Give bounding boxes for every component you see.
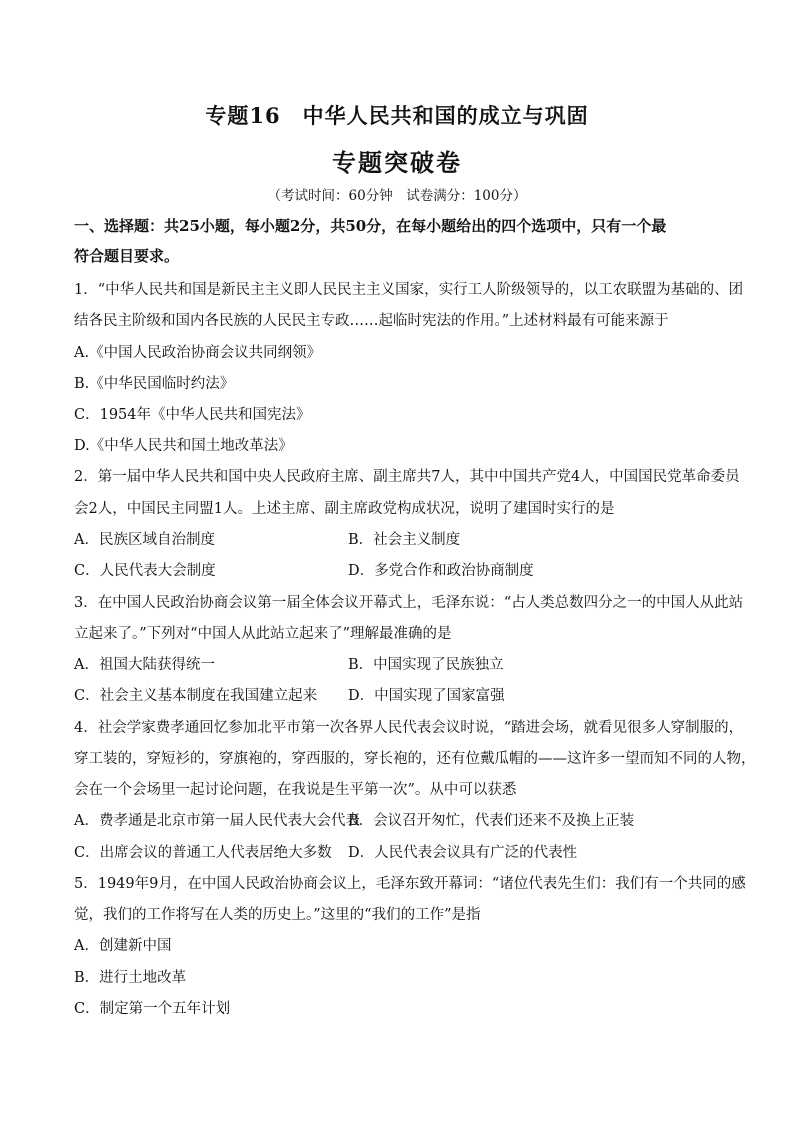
question-stem: 立起来了。”下列对“中国人从此站立起来了”理解最准确的是 xyxy=(74,626,452,642)
answer-option: C．制定第一个五年计划 xyxy=(74,1001,231,1017)
question-stem: 4．社会学家费孝通回忆参加北平市第一次各界人民代表会议时说，“踏进会场，就看见很多人穿制服的， xyxy=(74,720,744,736)
answer-option: C．社会主义基本制度在我国建立起来 xyxy=(74,688,318,704)
answer-option: B．会议召开匆忙，代表们还来不及换上正装 xyxy=(348,813,635,829)
question-stem: 2．第一届中华人民共和国中央人民政府主席、副主席共7人，其中中国共产党4人，中国国民党革命委员 xyxy=(74,469,740,485)
answer-option: A．创建新中国 xyxy=(74,938,172,954)
answer-option: D．多党合作和政治协商制度 xyxy=(348,563,534,579)
answer-option: A.《中国人民政治协商会议共同纲领》 xyxy=(74,345,322,361)
answer-option: C．出席会议的普通工人代表居绝大多数 xyxy=(74,845,332,861)
section-heading-cont: 符合题目要求。 xyxy=(74,247,180,265)
question-stem: 会2人，中国民主同盟1人。上述主席、副主席政党构成状况，说明了建国时实行的是 xyxy=(74,501,615,517)
exam-info: （考试时间：60分钟 试卷满分：100分） xyxy=(267,188,527,204)
question-stem: 觉，我们的工作将写在人类的历史上。”这里的“我们的工作”是指 xyxy=(74,907,481,923)
answer-option: C．1954年《中华人民共和国宪法》 xyxy=(74,407,311,423)
answer-option: A．费孝通是北京市第一届人民代表大会代表 xyxy=(74,813,360,829)
page-title: 专题16 中华人民共和国的成立与巩固 xyxy=(205,103,589,128)
answer-option: B．中国实现了民族独立 xyxy=(348,657,504,673)
answer-option: B．进行土地改革 xyxy=(74,970,187,986)
answer-option: D．人民代表会议具有广泛的代表性 xyxy=(348,845,578,861)
page-subtitle: 专题突破卷 xyxy=(332,148,462,177)
question-stem: 结各民主阶级和国内各民族的人民民主专政……起临时宪法的作用。”上述材料最有可能来源于 xyxy=(74,313,669,329)
answer-option: D．中国实现了国家富强 xyxy=(348,688,505,704)
answer-option: A．祖国大陆获得统一 xyxy=(74,657,215,673)
answer-option: B.《中华民国临时约法》 xyxy=(74,376,235,392)
answer-option: C．人民代表大会制度 xyxy=(74,563,216,579)
question-stem: 会在一个会场里一起讨论问题，在我说是生平第一次”。从中可以获悉 xyxy=(74,782,517,798)
answer-option: B．社会主义制度 xyxy=(348,532,461,548)
answer-option: A．民族区域自治制度 xyxy=(74,532,215,548)
section-heading: 一、选择题：共25小题，每小题2分，共50分，在每小题给出的四个选项中，只有一个最 xyxy=(74,217,667,235)
question-stem: 穿工装的，穿短衫的，穿旗袍的，穿西服的，穿长袍的，还有位戴瓜帽的——这许多一望而知不同的人物， xyxy=(74,751,756,767)
question-stem: 1．“中华人民共和国是新民主主义即人民民主主义国家，实行工人阶级领导的，以工农联盟为基础的、团 xyxy=(74,282,744,298)
question-stem: 5．1949年9月，在中国人民政治协商会议上，毛泽东致开幕词：“诸位代表先生们：我们有一个共同的感 xyxy=(74,876,746,892)
answer-option: D.《中华人民共和国土地改革法》 xyxy=(74,438,293,454)
question-stem: 3．在中国人民政治协商会议第一届全体会议开幕式上，毛泽东说：“占人类总数四分之一的中国人从此站 xyxy=(74,595,744,611)
